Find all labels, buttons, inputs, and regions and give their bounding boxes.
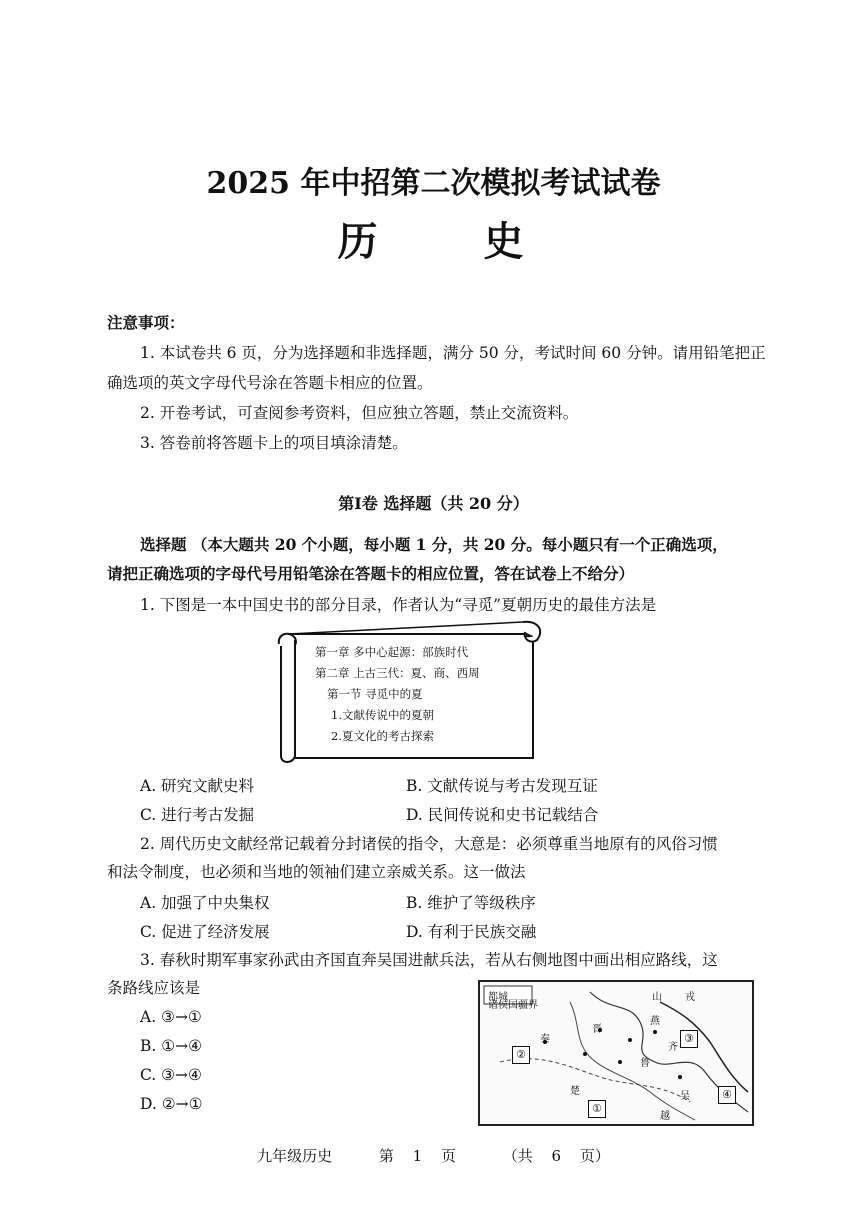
q1-option-b[interactable]: B. 文献传说与考古发现互证 bbox=[406, 777, 598, 795]
subject-title: 历 史 bbox=[337, 218, 570, 265]
map-marker-4: ④ bbox=[718, 1086, 736, 1104]
footer-page: 第 1 页 bbox=[378, 1147, 456, 1165]
map-label-qi: 齐 bbox=[668, 1042, 678, 1053]
q2-option-b[interactable]: B. 维护了等级秩序 bbox=[406, 894, 536, 912]
q1-option-d[interactable]: D. 民间传说和史书记载结合 bbox=[406, 806, 599, 824]
map-label-wu: 吴 bbox=[680, 1091, 690, 1102]
map-marker-2: ② bbox=[512, 1046, 530, 1064]
map-label-jin: 晋 bbox=[592, 1024, 602, 1035]
q2-option-a[interactable]: A. 加强了中央集权 bbox=[140, 894, 270, 912]
section-instruction-2: 请把正确选项的字母代号用铅笔涂在答题卡的相应位置，答在试卷上不给分） bbox=[107, 564, 635, 583]
scroll-line-3: 第一节 寻觅中的夏 bbox=[327, 687, 423, 701]
scroll-line-4: 1.文献传说中的夏朝 bbox=[331, 708, 434, 722]
q2-stem-1: 2. 周代历史文献经常记载着分封诸侯的指令，大意是：必须尊重当地原有的风俗习惯 bbox=[140, 835, 718, 853]
map-marker-3: ③ bbox=[680, 1030, 698, 1048]
section-instruction-1: 选择题 （本大题共 20 个小题，每小题 1 分，共 20 分。每小题只有一个正确选项， bbox=[140, 535, 728, 554]
map-label-yan: 燕 bbox=[650, 1016, 660, 1027]
notice-heading: 注意事项： bbox=[107, 313, 185, 332]
exam-title: 2025 年中招第二次模拟考试试卷 bbox=[206, 166, 661, 201]
map-label-rong: 戎 bbox=[685, 992, 695, 1003]
map-label-qin: 秦 bbox=[540, 1034, 550, 1045]
notice-item-1-cont: 确选项的英文字母代号涂在答题卡相应的位置。 bbox=[107, 374, 433, 392]
q3-stem-2: 条路线应该是 bbox=[107, 979, 201, 997]
map-label-shan: 山 bbox=[652, 992, 662, 1003]
q1-scroll-figure bbox=[275, 618, 547, 766]
q3-option-d[interactable]: D. ②→① bbox=[140, 1095, 203, 1113]
q1-stem: 1. 下图是一本中国史书的部分目录，作者认为“寻觅”夏朝历史的最佳方法是 bbox=[140, 596, 657, 614]
q2-option-c[interactable]: C. 促进了经济发展 bbox=[140, 923, 270, 941]
notice-item-3: 3. 答卷前将答题卡上的项目填涂清楚。 bbox=[140, 434, 408, 452]
q3-map bbox=[478, 980, 754, 1126]
q2-option-d[interactable]: D. 有利于民族交融 bbox=[406, 923, 537, 941]
q2-stem-2: 和法令制度，也必须和当地的领袖们建立亲威关系。这一做法 bbox=[107, 863, 526, 881]
map-label-lu: 鲁 bbox=[640, 1058, 650, 1069]
q1-option-a[interactable]: A. 研究文献史料 bbox=[140, 777, 255, 795]
q1-option-c[interactable]: C. 进行考古发掘 bbox=[140, 806, 255, 824]
scroll-line-2: 第二章 上古三代：夏、商、西周 bbox=[315, 666, 480, 680]
footer-subject: 九年级历史 bbox=[257, 1147, 333, 1165]
notice-item-2: 2. 开卷考试，可查阅参考资料，但应独立答题，禁止交流资料。 bbox=[140, 404, 579, 422]
map-marker-1: ① bbox=[588, 1100, 606, 1118]
q3-option-c[interactable]: C. ③→④ bbox=[140, 1066, 202, 1084]
map-label-yue: 越 bbox=[660, 1111, 670, 1122]
map-label-chu: 楚 bbox=[570, 1086, 580, 1097]
q3-option-a[interactable]: A. ③→① bbox=[140, 1008, 202, 1026]
section-heading: 第Ⅰ卷 选择题（共 20 分） bbox=[338, 494, 529, 513]
map-legend-capital: 都城 bbox=[488, 992, 508, 1003]
q3-stem-1: 3. 春秋时期军事家孙武由齐国直奔吴国进献兵法，若从右侧地图中画出相应路线，这 bbox=[140, 951, 718, 969]
scroll-line-1: 第一章 多中心起源：部族时代 bbox=[315, 645, 469, 659]
scroll-line-5: 2.夏文化的考古探索 bbox=[331, 729, 434, 743]
map-legend-border: 诸侯国疆界 bbox=[488, 1000, 538, 1011]
page-footer bbox=[0, 1145, 867, 1166]
q3-option-b[interactable]: B. ①→④ bbox=[140, 1037, 203, 1055]
footer-total: （共 6 页） bbox=[502, 1147, 610, 1165]
notice-item-1: 1. 本试卷共 6 页，分为选择题和非选择题，满分 50 分，考试时间 60 分钟。请用铅笔把正 bbox=[140, 344, 766, 362]
